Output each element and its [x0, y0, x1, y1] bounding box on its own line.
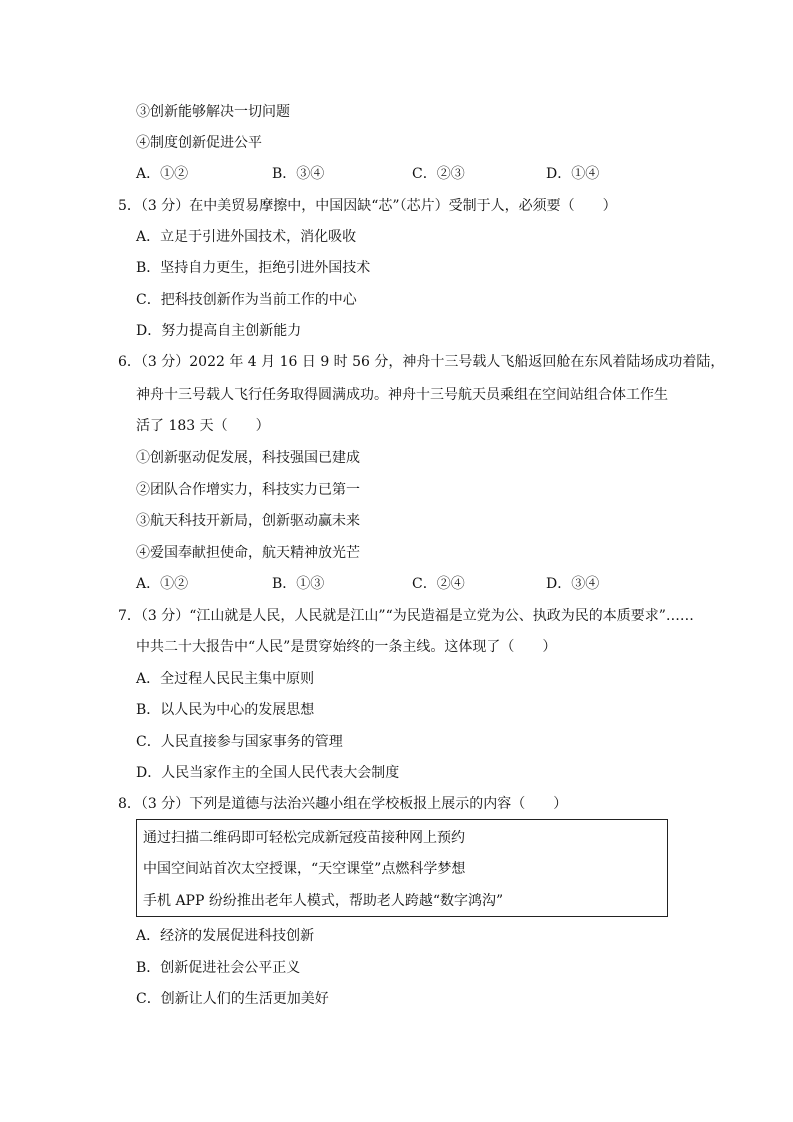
q4-item-3: ③创新能够解决一切问题 [136, 104, 290, 120]
q4-item-4: ④制度创新促进公平 [136, 135, 262, 151]
q6-item-3: ③航天科技开新局，创新驱动赢未来 [136, 513, 360, 529]
q4-options [136, 164, 656, 184]
q5-option-c[interactable]: C．把科技创新作为当前工作的中心 [136, 292, 357, 308]
q4-option-c[interactable]: C．②③ [412, 166, 465, 182]
q6-stem-line-1: 6．（3 分）2022 年 4 月 16 日 9 时 56 分，神舟十三号载人飞船返回舱在东风着陆场成功着陆， [118, 354, 725, 370]
q6-options [136, 574, 656, 594]
q6-option-c[interactable]: C．②④ [412, 576, 465, 592]
q7-option-c[interactable]: C．人民直接参与国家事务的管理 [136, 734, 343, 750]
q8-box-line-2: 中国空间站首次太空授课，“天空课堂”点燃科学梦想 [143, 861, 466, 877]
q7-stem-line-1: 7．（3 分）“江山就是人民，人民就是江山”“为民造福是立党为公、执政为民的本质要求”…… [118, 608, 694, 624]
q7-stem-line-2: 中共二十大报告中“人民”是贯穿始终的一条主线。这体现了（ ） [136, 639, 557, 655]
q8-bulletin-box [136, 819, 668, 917]
q8-option-c[interactable]: C．创新让人们的生活更加美好 [136, 991, 329, 1007]
q5-stem: 5．（3 分）在中美贸易摩擦中，中国因缺“芯”（芯片）受制于人，必须要（ ） [118, 198, 617, 214]
q7-option-d[interactable]: D．人民当家作主的全国人民代表大会制度 [136, 765, 400, 781]
q6-option-a[interactable]: A．①② [136, 576, 189, 592]
q4-option-d[interactable]: D．①④ [546, 166, 600, 182]
q5-option-b[interactable]: B．坚持自力更生，拒绝引进外国技术 [136, 260, 371, 276]
q6-option-b[interactable]: B．①③ [272, 576, 325, 592]
q7-option-b[interactable]: B．以人民为中心的发展思想 [136, 702, 315, 718]
q5-option-a[interactable]: A．立足于引进外国技术，消化吸收 [136, 229, 357, 245]
q8-stem: 8．（3 分）下列是道德与法治兴趣小组在学校板报上展示的内容（ ） [118, 796, 568, 812]
q6-stem-line-3: 活了 183 天（ ） [136, 418, 270, 434]
q8-box-line-3: 手机 APP 纷纷推出老年人模式，帮助老人跨越“数字鸿沟” [143, 893, 504, 909]
q4-option-b[interactable]: B．③④ [272, 166, 325, 182]
q4-option-a[interactable]: A．①② [136, 166, 189, 182]
q8-option-b[interactable]: B．创新促进社会公平正义 [136, 960, 301, 976]
q6-stem-line-2: 神舟十三号载人飞行任务取得圆满成功。神舟十三号航天员乘组在空间站组合体工作生 [136, 387, 668, 403]
q6-item-4: ④爱国奉献担使命，航天精神放光芒 [136, 545, 360, 561]
q6-option-d[interactable]: D．③④ [546, 576, 600, 592]
q5-option-d[interactable]: D．努力提高自主创新能力 [136, 323, 302, 339]
q7-option-a[interactable]: A．全过程人民民主集中原则 [136, 671, 315, 687]
q8-box-line-1: 通过扫描二维码即可轻松完成新冠疫苗接种网上预约 [143, 830, 465, 846]
q6-item-2: ②团队合作增实力，科技实力已第一 [136, 482, 360, 498]
q8-option-a[interactable]: A．经济的发展促进科技创新 [136, 928, 315, 944]
q6-item-1: ①创新驱动促发展，科技强国已建成 [136, 450, 360, 466]
